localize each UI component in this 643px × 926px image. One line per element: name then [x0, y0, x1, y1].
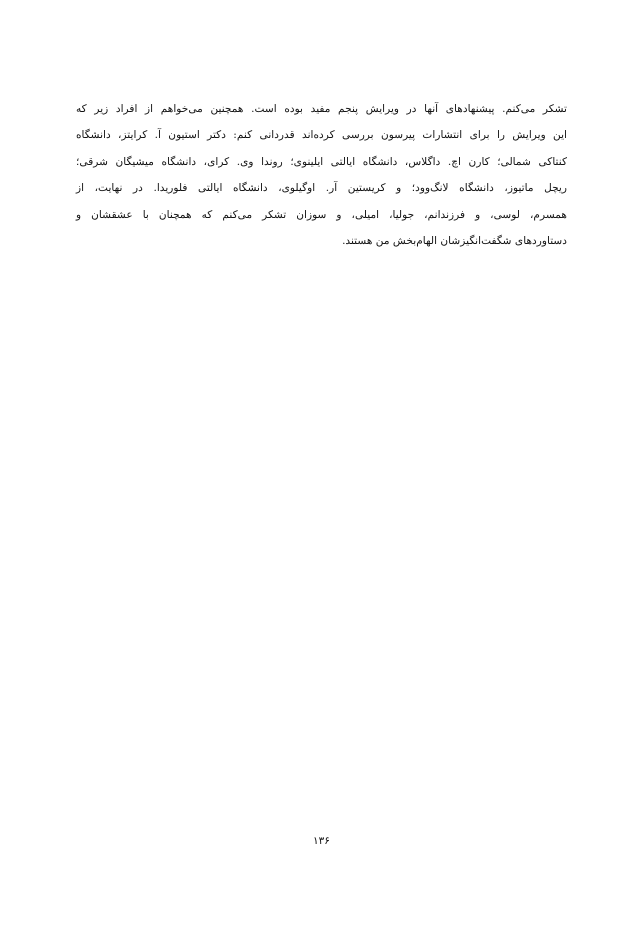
page-number: ۱۳۶ — [313, 835, 330, 847]
paragraph-line-4: ریچل ماتیوز، دانشگاه لانگ‌وود؛ و کریستین آر. اوگیلوی، دانشگاه ایالتی فلوریدا. در نهایت، از — [76, 182, 567, 195]
paragraph-line-2: این ویرایش را برای انتشارات پیرسون بررسی کرده‌اند قدردانی کنم: دکتر استیون آ. کرایتز، دانشگاه — [76, 129, 567, 142]
paragraph-line-6: دستاوردهای شگفت‌انگیزشان الهام‌بخش من هستند. — [342, 235, 567, 248]
acknowledgments-paragraph — [76, 96, 567, 254]
paragraph-line-3: کنتاکی شمالی؛ کارن اچ. داگلاس، دانشگاه ایالتی ایلینوی؛ روندا وی. کرای، دانشگاه میشیگان شرقی؛ — [76, 155, 567, 168]
paragraph-line-1: تشکر می‌کنم. پیشنهادهای آنها در ویرایش پنجم مفید بوده است. همچنین می‌خواهم از افراد زیر که — [76, 103, 567, 115]
paragraph-line-5: همسرم، لوسی، و فرزندانم، جولیا، امیلی، و سوزان تشکر می‌کنم که همچنان با عشقشان و — [76, 208, 567, 221]
